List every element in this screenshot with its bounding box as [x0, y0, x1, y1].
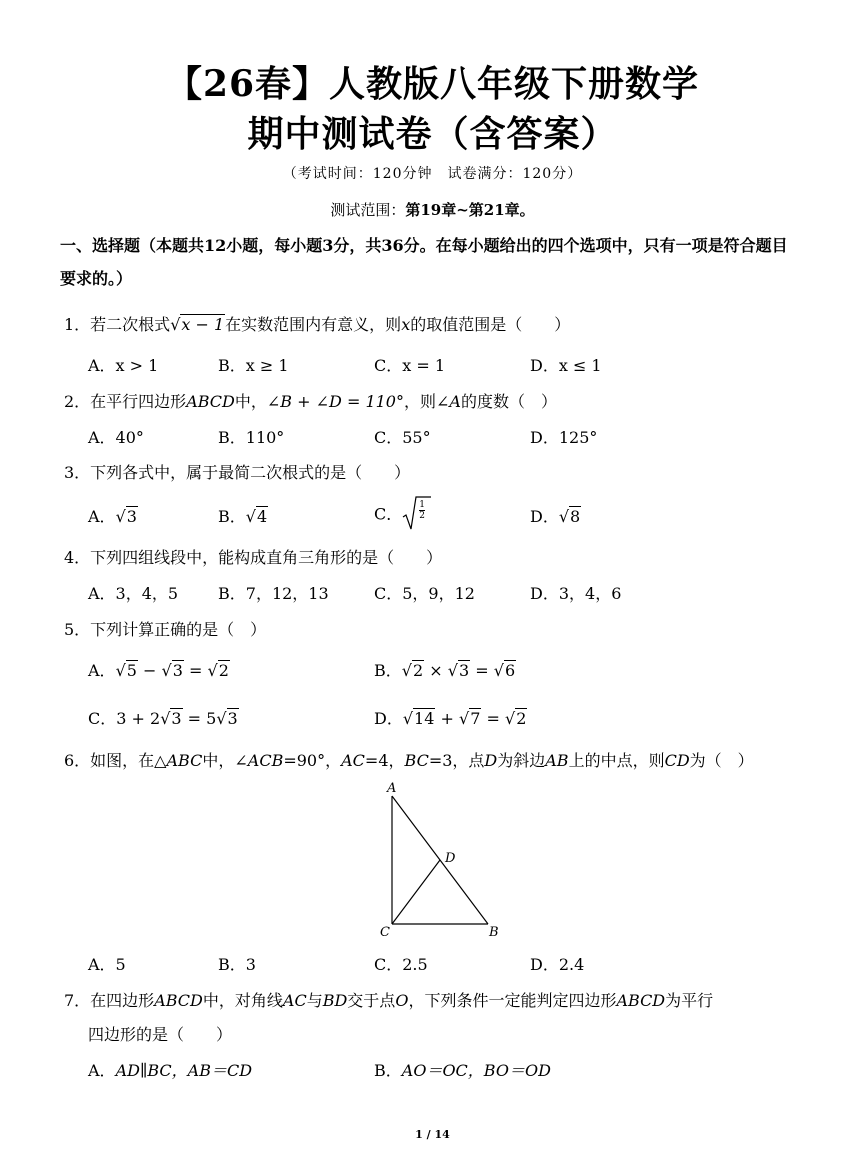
test-scope	[0, 199, 865, 220]
q4-option-c: C．5，9，12	[374, 584, 475, 603]
q6-option-b: B．3	[218, 955, 256, 974]
scope-prefix: 测试范围：	[330, 201, 406, 219]
q4-option-d: D．3，4，6	[530, 584, 622, 603]
question-6: 6．如图，在△ABC中，∠ACB=90°，AC=4，BC=3，点D为斜边AB上的中点，则CD为（ ）	[64, 751, 754, 770]
q5-option-a: A．√5 − √3 = √2	[88, 661, 229, 680]
q5-option-c: C．3 + 2√3 = 5√3	[88, 709, 238, 728]
q3-option-b: B．√4	[218, 507, 268, 526]
page-number: 1 / 14	[415, 1128, 450, 1141]
q2-option-d: D．125°	[530, 428, 598, 447]
label-a: A	[387, 781, 397, 796]
q1-option-b: B．x ≥ 1	[218, 356, 289, 375]
scope-value: 第19章~第21章。	[405, 201, 535, 219]
q1-option-c: C．x = 1	[374, 356, 446, 375]
section-heading: 一、选择题（本题共12小题，每小题3分，共36分。在每小题给出的四个选项中，只有一项是符合题目要求的。）	[60, 236, 788, 288]
exam-title-line1: 【26春】人教版八年级下册数学	[165, 63, 700, 105]
q2-option-c: C．55°	[374, 428, 431, 447]
q6-option-d: D．2.4	[530, 955, 585, 974]
label-b: B	[489, 925, 499, 940]
q5-option-d: D．√14 + √7 = √2	[374, 709, 527, 728]
q1-option-a: A．x > 1	[88, 356, 159, 375]
q4-option-a: A．3，4，5	[88, 584, 179, 603]
sqrt-fraction: $\frac{1}{2}$	[402, 495, 432, 531]
question-5: 5．下列计算正确的是（ ）	[64, 620, 267, 639]
question-3: 3．下列各式中，属于最简二次根式的是（ ）	[64, 463, 411, 482]
triangle-figure	[372, 778, 512, 944]
question-2: 2．在平行四边形ABCD中，∠B + ∠D = 110°，则∠A的度数（ ）	[64, 392, 557, 411]
exam-info: （考试时间：120分钟 试卷满分：120分）	[282, 166, 583, 182]
label-c: C	[380, 925, 390, 940]
q6-option-a: A．5	[88, 955, 126, 974]
q2-option-a: A．40°	[88, 428, 144, 447]
question-4: 4．下列四组线段中，能构成直角三角形的是（ ）	[64, 548, 443, 567]
q7-option-b: B．AO＝OC，BO＝OD	[374, 1061, 551, 1080]
exam-title-line2: 期中测试卷（含答案）	[247, 113, 618, 155]
q1-option-d: D．x ≤ 1	[530, 356, 602, 375]
q5-option-b: B．√2 × √3 = √6	[374, 661, 516, 680]
question-7: 7．在四边形ABCD中，对角线AC与BD交于点O，下列条件一定能判定四边形ABCD为平行	[64, 991, 714, 1010]
question-7-line2: 四边形的是（ ）	[88, 1025, 233, 1044]
label-d: D	[445, 851, 456, 866]
question-1: 1．若二次根式√x − 1在实数范围内有意义，则x的取值范围是（ ）	[64, 315, 571, 334]
q6-option-c: C．2.5	[374, 955, 428, 974]
sqrt-expression: √x − 1	[170, 315, 225, 334]
segment-cd	[392, 860, 440, 924]
q3-option-c: C． $\frac{1}{2}$	[374, 495, 432, 531]
q4-option-b: B．7，12，13	[218, 584, 329, 603]
q2-option-b: B．110°	[218, 428, 285, 447]
q7-option-a: A．AD∥BC，AB＝CD	[88, 1061, 253, 1080]
q3-option-d: D．√8	[530, 507, 581, 526]
q3-option-a: A．√3	[88, 507, 137, 526]
